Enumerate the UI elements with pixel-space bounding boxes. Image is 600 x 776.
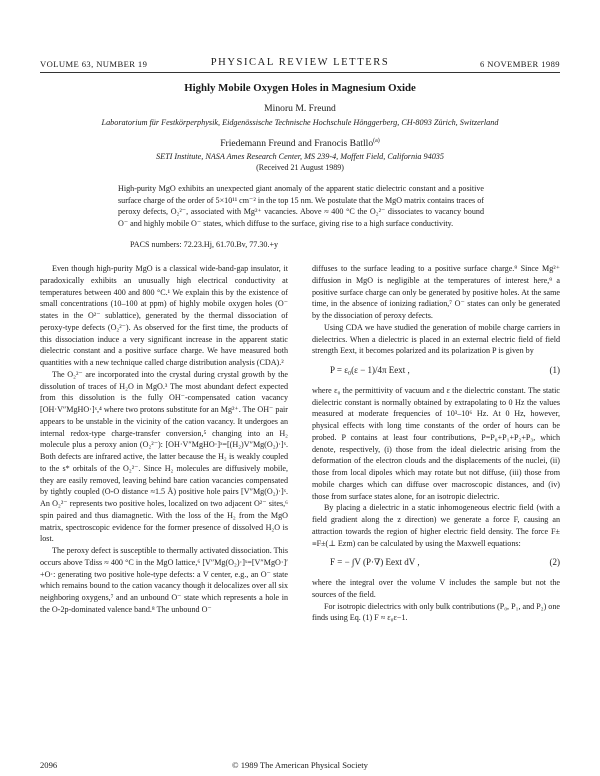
- affiliation-2: SETI Institute, NASA Ames Research Center, MS 239-4, Moffett Field, California 94035: [156, 152, 444, 161]
- issue-date: 6 NOVEMBER 1989: [479, 59, 560, 69]
- equation-2-number: (2): [549, 557, 560, 568]
- equation-2: [312, 557, 560, 569]
- body-paragraph: The peroxy defect is susceptible to thermally activated dissociation. This occurs above Tdiss ≈ 400 °C in the MgO lattice,⁶ [V″Mg(O₂)·]ˣ=[V″MgO·]′+O·: generating two positive hole-type defects: a V center, e.g., an O⁻ state which remains bound to the cation vacancy though it delocalizes over all six neighboring oxygens,⁷ and an unbound O⁻ state which represents a hole in the O-2p-dominated valence band.⁸ The unbound O⁻: [40, 546, 288, 614]
- author-names-2: Friedemann Freund and Franocis Batllo: [220, 138, 374, 150]
- left-column: [40, 263, 288, 738]
- pacs-numbers: PACS numbers: 72.23.Hj, 61.70.Bv, 77.30.+y: [130, 240, 279, 249]
- page-footer: [40, 760, 560, 772]
- abstract: High-purity MgO exhibits an unexpected giant anomaly of the apparent static dielectric constant and a positive surface charge of the order of 5×10¹¹ cm⁻² in the top 15 nm. We postulate that the MgO matrix contains traces of peroxy defects, O₂²⁻, associated with Mg²⁺ vacancies. Above ≈ 400 °C the O₂²⁻ dissociates to vacancy bound O⁻ and highly mobile O⁻ states, which diffuse to the surface, giving rise to a high surface conductivity.: [118, 184, 484, 228]
- equation-1-number: (1): [549, 365, 560, 375]
- copyright: © 1989 The American Physical Society: [232, 760, 368, 770]
- body-paragraph: Using CDA we have studied the generation of mobile charge carriers in dielectrics. When a dielectric is placed in an external electric field of field strength Eext, it becomes polarized and its polarization P is given by: [312, 322, 560, 356]
- body-paragraph: By placing a dielectric in a static inhomogeneous electric field (with a field gradient along the z direction) we generate a force F, causing an attraction towards the region of higher electric field density. The force F± ≡F±(⊥ Ezm) can be calculated by using the Maxwell equations:: [312, 503, 560, 548]
- body-paragraph: Even though high-purity MgO is a classical wide-band-gap insulator, it paradoxically exhibits an unusually high electrical conductivity at temperatures between 400 and 800 °C.¹ We explain this by the existence of small concentrations (10–100 at ppm) of highly mobile oxygen holes (O⁻ states in the O²⁻ sublattice), generated by the thermal dissociation of peroxy-type defects (O₂²⁻). As observed for the first time, the products of this dissociation induce a very significant increase in the apparent static dielectric constant and a positive surface charge. We have measured both quantities with a new technique called charge distribution analysis (CDA).²: [40, 264, 288, 367]
- affiliation-1: Laboratorium für Festkörperphysik, Eidgenössische Technische Hochschule Hönggerberg, CH-8093 Zürich, Switzerland: [101, 118, 499, 127]
- received-date: (Received 21 August 1989): [256, 163, 344, 172]
- running-header: [40, 58, 560, 72]
- page-number: 2096: [40, 760, 58, 770]
- volume-number: VOLUME 63, NUMBER 19: [40, 59, 148, 69]
- journal-name: PHYSICAL REVIEW LETTERS: [210, 57, 390, 68]
- right-column: [312, 263, 560, 738]
- body-paragraph: diffuses to the surface leading to a positive surface charge.⁹ Since Mg²⁺ diffusion in MgO is negligible at the temperatures of interest here,⁹ a positive surface charge can only be generated by positive holes. At the same time, in the absence of ionizing radiation,⁷ O⁻ states can only be generated by the dissociation of peroxy defects.: [312, 264, 560, 320]
- author-line-2: [40, 138, 560, 149]
- body-paragraph: The O₂²⁻ are incorporated into the crystal during crystal growth by the dissolution of traces of H₂O in MgO.³ The most abundant defect expected from this dissolution is the fully OH⁻-compensated cation vacancy [OH·V″MgHO·]ˣ,⁴ where two protons substitute for an Mg²⁺. The OH⁻ pair appears to be unstable in the vicinity of the cation vacancy. It undergoes an internal redox-type charge-transfer conversion,⁵ changing into an H₂ molecule plus a peroxy anion (O₂²⁻): [OH·V″MgHO·]ˣ=[(H₂)V″Mg(O₂)·]ˣ. Both defects are infrared active, the latter because the H₂ is weakly coupled to the s* orbitals of the O₂²⁻. Since H₂ molecules are diffusively mobile, they are easily removed, leaving behind bare cation vacancies compensated by tightly coupled (O-O distance ≈1.5 Å) positive hole pairs [V″Mg(O₂)·]ˣ. An O₂²⁻ represents two positive holes, localized on two adjacent O²⁻ sites,⁶ spin paired and thus diamagnetic. With the loss of the H₂ from the MgO matrix, spectroscopic evidence for the former presence of dissolved H₂O is lost.: [40, 369, 288, 544]
- equation-1-body: P = ε₀(ε − 1)/4π Eext ,: [330, 365, 410, 375]
- author-line-1: Minoru M. Freund: [264, 103, 336, 114]
- equation-1: [312, 365, 560, 377]
- body-paragraph: where ε₀ the permittivity of vacuum and ε the dielectric constant. The static dielectric constant is normally obtained by extrapolating to 0 Hz the values measured at moderate frequencies of 10³–10⁶ Hz. At 0 Hz, however, physical effects with long time constants of the order of hours can be probed. P contains at least four contributions, P=P₀+P₁+P₂+P₃, which denote, respectively, (i) those from the ideal dielectric arising from the deformation of the electron clouds and the displacements of the nuclei, (ii) those from local dipoles which may rotate but not diffuse, (iii) those from mobile charges which can diffuse over macroscopic distances, and (iv) those from surface states alone, for an isotropic dielectric.: [312, 385, 560, 501]
- body-paragraph: For isotropic dielectrics with only bulk contributions (P₀, P₁, and P₂) one finds using Eq. (1) F ≈ ε₀ε−1.: [312, 601, 560, 623]
- header-rule: [40, 72, 560, 73]
- author-footnote-mark: (a): [373, 138, 380, 144]
- equation-2-body: F = − ∫V (P·∇) Eext dV ,: [330, 557, 420, 568]
- body-paragraph: where the integral over the volume V includes the sample but not the sources of the field.: [312, 578, 560, 599]
- article-title: Highly Mobile Oxygen Holes in Magnesium Oxide: [184, 82, 416, 94]
